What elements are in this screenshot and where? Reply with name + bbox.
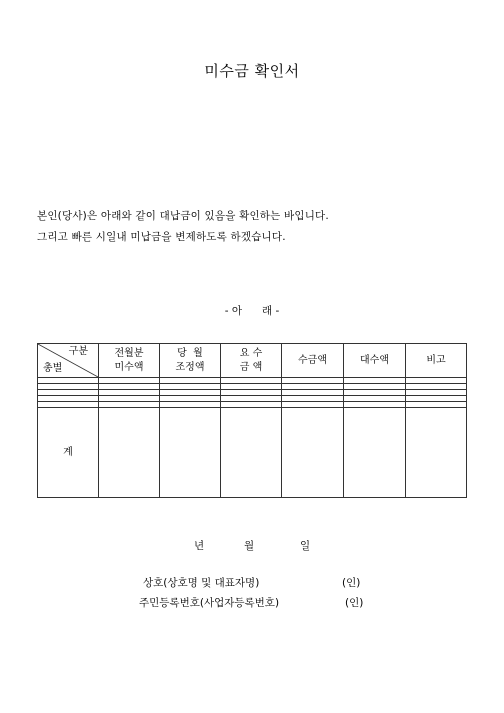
signature-name-label: 상호(상호명 및 대표자명) xyxy=(143,577,260,589)
signature-id-seal: (인) xyxy=(345,597,364,609)
date-year: 년 xyxy=(194,540,205,552)
receivables-table xyxy=(37,343,467,498)
body-line-1: 본인(당사)은 아래와 같이 대납금이 있음을 확인하는 바입니다. xyxy=(37,210,329,222)
header-cell: 대수액 xyxy=(344,344,406,378)
signature-name-seal: (인) xyxy=(342,577,361,589)
section-heading-below: - 아 래 - xyxy=(224,305,280,317)
document-title: 미수금 확인서 xyxy=(204,62,300,80)
signature-id-label: 주민등록번호(사업자등록번호) xyxy=(139,597,280,609)
corner-label-top: 구분 xyxy=(68,346,88,357)
body-line-2: 그리고 빠른 시일내 미납금을 변제하도록 하겠습니다. xyxy=(37,231,286,243)
header-cell: 수금액 xyxy=(282,344,344,378)
header-cell: 전월분 미수액 xyxy=(99,344,160,378)
table-header-row xyxy=(38,344,467,378)
date-month: 월 xyxy=(244,540,255,552)
total-label: 계 xyxy=(38,408,99,498)
table-corner-cell xyxy=(38,344,99,378)
date-day: 일 xyxy=(300,540,311,552)
corner-label-bottom: 총별 xyxy=(43,363,63,374)
header-cell: 당 월 조정액 xyxy=(160,344,221,378)
header-cell: 비고 xyxy=(406,344,467,378)
table-total-row xyxy=(38,408,467,498)
header-cell: 요 수 금 액 xyxy=(221,344,282,378)
